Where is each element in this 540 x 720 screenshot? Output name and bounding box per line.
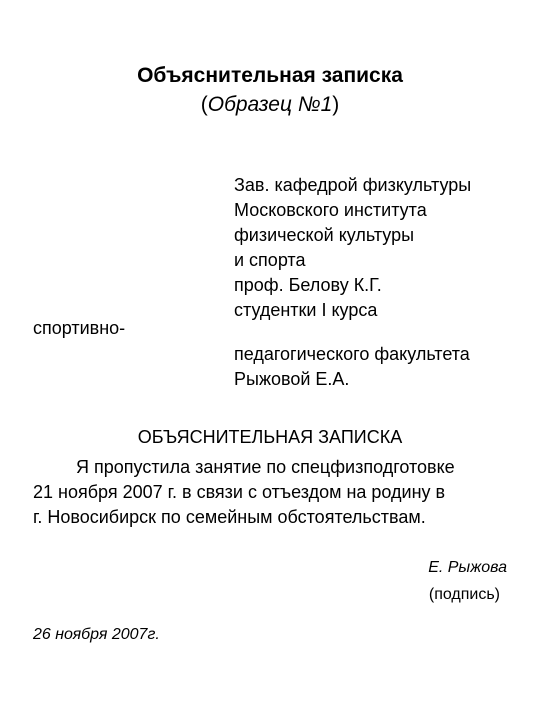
addressee-wrap-line: спортивно- [33,318,126,338]
body-line: г. Новосибирск по семейным обстоятельствам. [33,507,426,527]
addressee-line: Московского института [234,200,427,220]
addressee-line: Рыжовой Е.А. [234,369,350,389]
signature-note: (подпись) [428,586,500,603]
subtitle-close-paren: ) [332,93,340,116]
addressee-line: педагогического факультета [234,344,470,364]
addressee-block [234,173,471,323]
subtitle-sample-label: Образец №1 [207,93,333,116]
body-line: 21 ноября 2007 г. в связи с отъездом на родину в [33,482,446,502]
addressee-line: студентки I курса [234,300,378,320]
addressee-line: проф. Белову К.Г. [234,275,382,295]
signature-name: Е. Рыжова [428,559,507,576]
document-date: 26 ноября 2007г. [33,626,160,643]
subtitle-open-paren: ( [200,93,208,116]
addressee-line: Зав. кафедрой физкультуры [234,175,472,195]
note-body [33,455,513,530]
document-title: Объяснительная записка [137,64,403,87]
addressee-line: физической культуры [234,225,415,245]
addressee-line: и спорта [234,250,306,270]
document-subtitle [0,91,540,119]
addressee-block-continued [234,342,470,392]
note-heading: ОБЪЯСНИТЕЛЬНАЯ ЗАПИСКА [137,427,403,447]
body-line: Я пропустила занятие по спецфизподготовке [76,457,455,477]
